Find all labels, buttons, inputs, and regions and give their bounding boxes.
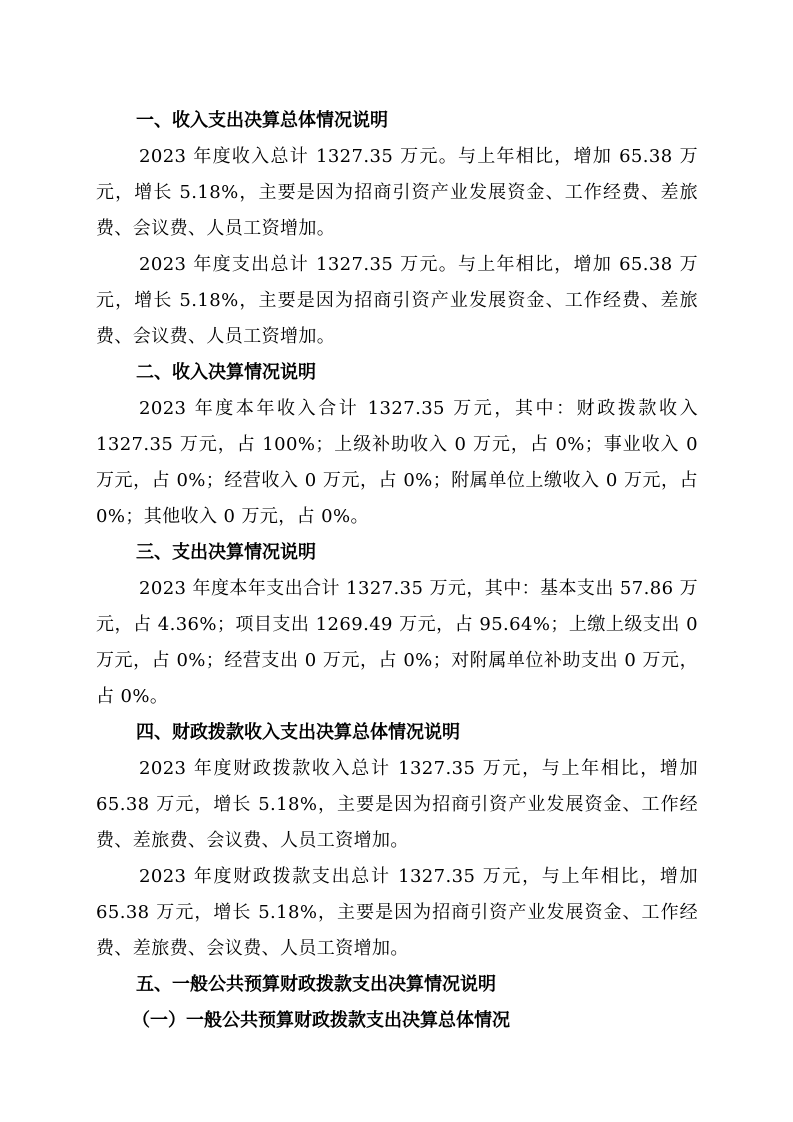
- section-heading-5: 五、一般公共预算财政拨款支出决算情况说明: [136, 974, 496, 995]
- paragraph-fiscal-income: 2023 年度财政拨款收入总计 1327.35 万元，与上年相比，增加 65.38 万元，增长 5.18%，主要是因为招商引资产业发展资金、工作经费、差旅费、会议费、人员工资增加。: [96, 758, 698, 851]
- paragraph-income-details: 2023 年度本年收入合计 1327.35 万元，其中：财政拨款收入 1327.35 万元，占 100%；上级补助收入 0 万元，占 0%；事业收入 0 万元，占 0%；经营收入 0 万元，占 0%；附属单位上缴收入 0 万元，占 0%；其他收入 0 万元，占 0%。: [96, 398, 698, 527]
- paragraph-expenditure-total: 2023 年度支出总计 1327.35 万元。与上年相比，增加 65.38 万元，增长 5.18%，主要是因为招商引资产业发展资金、工作经费、差旅费、会议费、人员工资增加。: [96, 254, 698, 347]
- document-body: [96, 103, 698, 1039]
- section-heading-2: 二、收入决算情况说明: [136, 362, 316, 383]
- paragraph-expenditure-details: 2023 年度本年支出合计 1327.35 万元，其中：基本支出 57.86 万元，占 4.36%；项目支出 1269.49 万元，占 95.64%；上缴上级支出 0 万元，占 0%；经营支出 0 万元，占 0%；对附属单位补助支出 0 万元，占 0%。: [96, 578, 698, 707]
- section-heading-3: 三、支出决算情况说明: [136, 542, 316, 563]
- section-subheading-5-1: （一）一般公共预算财政拨款支出决算总体情况: [132, 1010, 510, 1031]
- section-heading-1: 一、收入支出决算总体情况说明: [136, 110, 388, 131]
- paragraph-fiscal-expenditure: 2023 年度财政拨款支出总计 1327.35 万元，与上年相比，增加 65.38 万元，增长 5.18%，主要是因为招商引资产业发展资金、工作经费、差旅费、会议费、人员工资增加。: [96, 866, 698, 959]
- section-heading-4: 四、财政拨款收入支出决算总体情况说明: [136, 722, 460, 743]
- paragraph-income-total: 2023 年度收入总计 1327.35 万元。与上年相比，增加 65.38 万元，增长 5.18%，主要是因为招商引资产业发展资金、工作经费、差旅费、会议费、人员工资增加。: [96, 146, 698, 239]
